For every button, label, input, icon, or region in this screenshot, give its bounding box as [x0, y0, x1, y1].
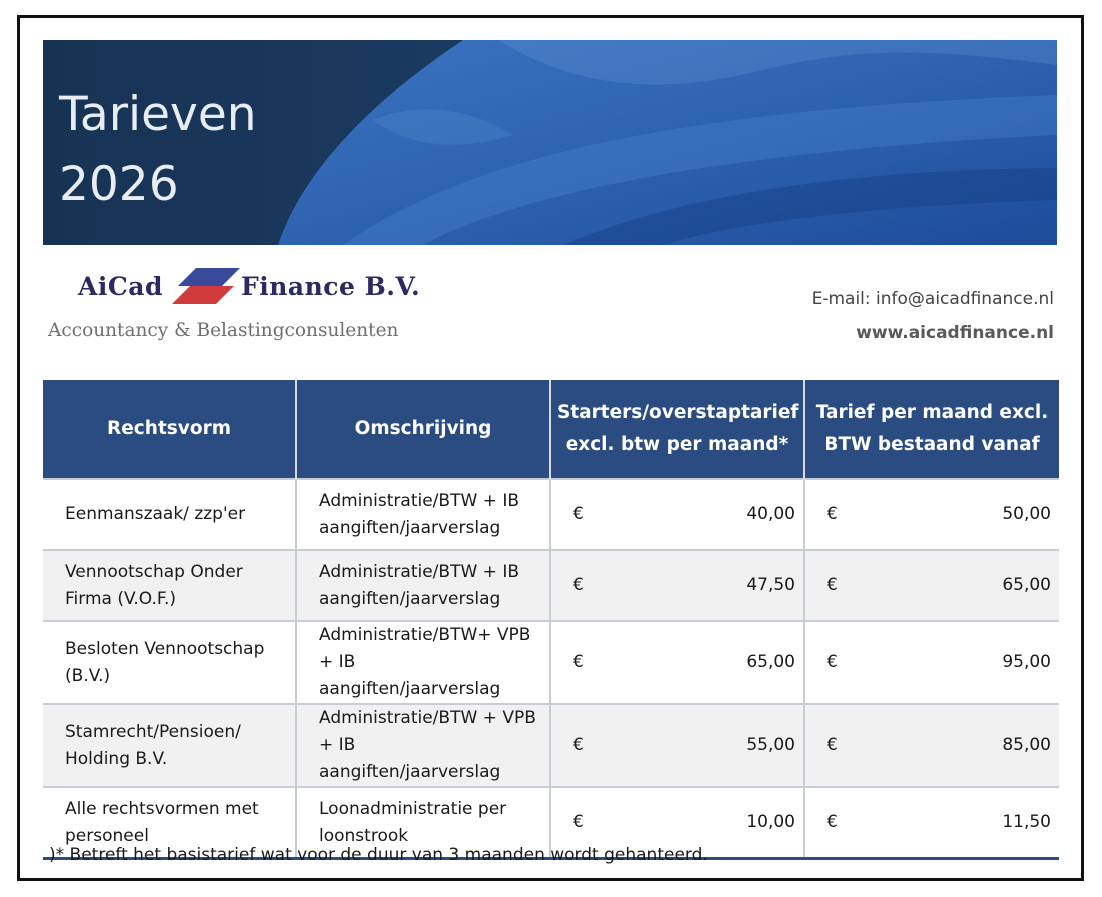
amount: 65,00: [1002, 575, 1051, 595]
logo-parallelogram-icon: [170, 266, 242, 306]
contact-email: E-mail: info@aicadfinance.nl: [811, 289, 1054, 309]
cell-rechtsvorm: Besloten Vennootschap (B.V.): [43, 621, 296, 704]
company-logo: [48, 262, 468, 352]
cell-omschrijving: Administratie/BTW + VPB + IB aangiften/jaarverslag: [296, 704, 550, 787]
logo-tagline: Accountancy & Belastingconsulenten: [48, 320, 399, 341]
table-row: [43, 621, 1059, 704]
table-row: [43, 704, 1059, 787]
logo-name-left: AiCad: [78, 272, 163, 301]
amount: 50,00: [1002, 504, 1051, 524]
cell-omschrijving: Administratie/BTW + IB aangiften/jaarverslag: [296, 550, 550, 621]
table-row: [43, 550, 1059, 621]
rates-table: [43, 380, 1059, 860]
cell-starters: [550, 621, 804, 704]
amount: 11,50: [1002, 812, 1051, 832]
cell-omschrijving: Administratie/BTW + IB aangiften/jaarverslag: [296, 479, 550, 550]
column-header-rechtsvorm: Rechtsvorm: [43, 380, 296, 479]
amount: 95,00: [1002, 652, 1051, 672]
cell-starters: [550, 704, 804, 787]
currency-symbol: €: [827, 575, 838, 595]
cell-omschrijving: Loonadministratie per loonstrook: [296, 787, 550, 859]
cell-bestaand: [804, 550, 1059, 621]
cell-bestaand: [804, 621, 1059, 704]
currency-symbol: €: [827, 652, 838, 672]
currency-symbol: €: [573, 504, 584, 524]
cell-rechtsvorm: Alle rechtsvormen met personeel: [43, 787, 296, 859]
amount: 85,00: [1002, 735, 1051, 755]
currency-symbol: €: [573, 652, 584, 672]
table-row: [43, 479, 1059, 550]
cell-omschrijving: Administratie/BTW+ VPB + IB aangiften/jaarverslag: [296, 621, 550, 704]
header-banner: [43, 40, 1057, 245]
amount: 55,00: [746, 735, 795, 755]
amount: 40,00: [746, 504, 795, 524]
amount: 47,50: [746, 575, 795, 595]
cell-starters: [550, 479, 804, 550]
column-header-omschrijving: Omschrijving: [296, 380, 550, 479]
cell-starters: [550, 550, 804, 621]
currency-symbol: €: [827, 812, 838, 832]
cell-rechtsvorm: Eenmanszaak/ zzp'er: [43, 479, 296, 550]
amount: 10,00: [746, 812, 795, 832]
page-title: [59, 80, 257, 220]
logo-name-right: Finance B.V.: [241, 272, 421, 301]
cell-bestaand: [804, 704, 1059, 787]
page-title-line-2: 2026: [59, 157, 179, 212]
currency-symbol: €: [827, 504, 838, 524]
contact-website: www.aicadfinance.nl: [856, 323, 1054, 343]
currency-symbol: €: [573, 735, 584, 755]
cell-rechtsvorm: Stamrecht/Pensioen/ Holding B.V.: [43, 704, 296, 787]
page-title-line-1: Tarieven: [59, 87, 257, 142]
currency-symbol: €: [573, 812, 584, 832]
column-header-bestaand: Tarief per maand excl. BTW bestaand vanaf: [804, 380, 1059, 479]
table-header-row: [43, 380, 1059, 479]
currency-symbol: €: [573, 575, 584, 595]
currency-symbol: €: [827, 735, 838, 755]
cell-rechtsvorm: Vennootschap Onder Firma (V.O.F.): [43, 550, 296, 621]
cell-bestaand: [804, 787, 1059, 859]
footnote: )* Betreft het basistarief wat voor de duur van 3 maanden wordt gehanteerd.: [49, 845, 708, 865]
amount: 65,00: [746, 652, 795, 672]
column-header-starters: Starters/overstaptarief excl. btw per maand*: [550, 380, 804, 479]
cell-bestaand: [804, 479, 1059, 550]
